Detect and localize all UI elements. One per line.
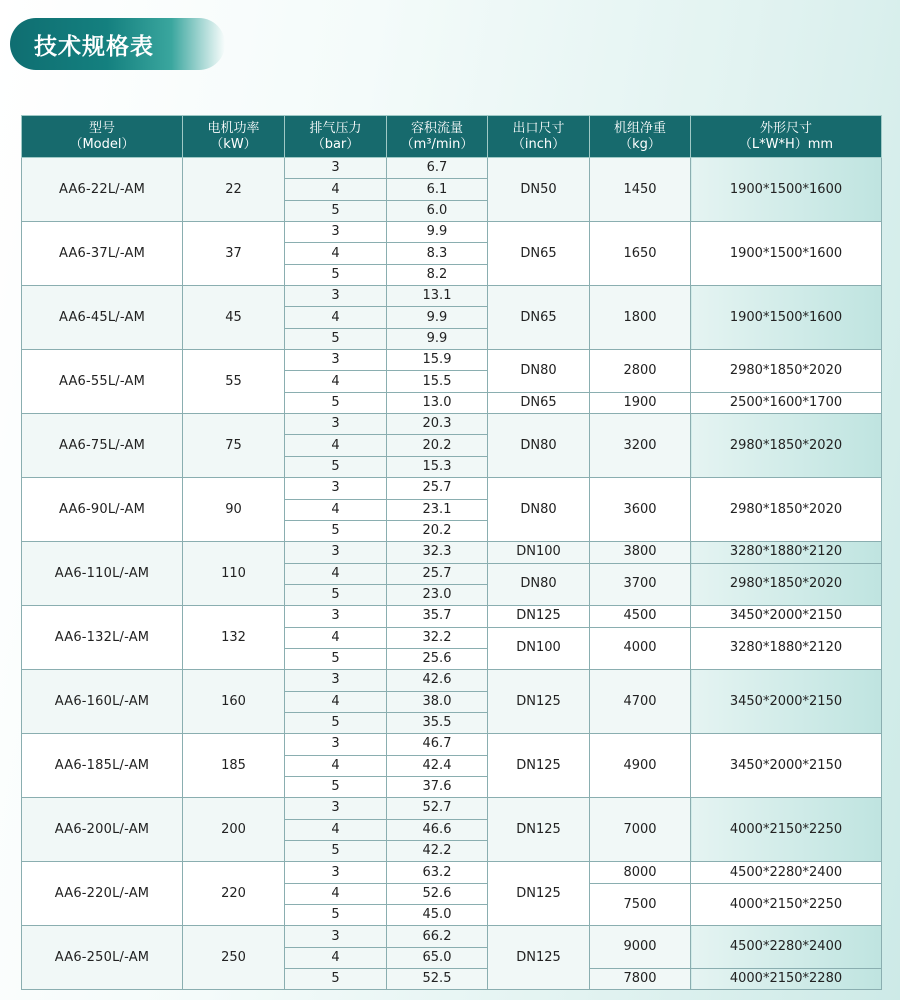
pressure-cell: 5 [285, 456, 387, 477]
weight-cell: 3800 [590, 542, 691, 563]
flow-cell: 63.2 [387, 862, 488, 883]
table-row [22, 542, 882, 563]
power-cell: 110 [183, 542, 285, 606]
header-weight: 机组净重 （kg） [590, 116, 691, 158]
outlet-cell: DN80 [488, 478, 590, 542]
pressure-cell: 4 [285, 563, 387, 584]
dimensions-cell: 3450*2000*2150 [691, 606, 882, 627]
flow-cell: 52.5 [387, 969, 488, 990]
table-row [22, 670, 882, 691]
pressure-cell: 3 [285, 478, 387, 499]
weight-cell: 1800 [590, 286, 691, 350]
dimensions-cell: 1900*1500*1600 [691, 222, 882, 286]
dimensions-cell: 2980*1850*2020 [691, 478, 882, 542]
pressure-cell: 5 [285, 200, 387, 221]
dimensions-cell: 2500*1600*1700 [691, 392, 882, 413]
power-cell: 160 [183, 670, 285, 734]
flow-cell: 15.3 [387, 456, 488, 477]
flow-cell: 65.0 [387, 947, 488, 968]
outlet-cell: DN125 [488, 926, 590, 990]
dimensions-cell: 3450*2000*2150 [691, 734, 882, 798]
weight-cell: 1900 [590, 392, 691, 413]
outlet-cell: DN80 [488, 350, 590, 393]
flow-cell: 9.9 [387, 307, 488, 328]
pressure-cell: 5 [285, 520, 387, 541]
table-row [22, 606, 882, 627]
pressure-cell: 5 [285, 392, 387, 413]
model-cell: AA6-160L/-AM [22, 670, 183, 734]
dimensions-cell: 4500*2280*2400 [691, 926, 882, 969]
dimensions-cell: 3280*1880*2120 [691, 542, 882, 563]
flow-cell: 13.1 [387, 286, 488, 307]
outlet-cell: DN125 [488, 734, 590, 798]
table-row [22, 734, 882, 755]
flow-cell: 32.3 [387, 542, 488, 563]
flow-cell: 6.0 [387, 200, 488, 221]
outlet-cell: DN125 [488, 670, 590, 734]
table-row [22, 414, 882, 435]
flow-cell: 8.2 [387, 264, 488, 285]
header-dimensions: 外形尺寸 （L*W*H）mm [691, 116, 882, 158]
weight-cell: 1650 [590, 222, 691, 286]
outlet-cell: DN100 [488, 627, 590, 670]
flow-cell: 20.2 [387, 435, 488, 456]
model-cell: AA6-110L/-AM [22, 542, 183, 606]
power-cell: 220 [183, 862, 285, 926]
model-cell: AA6-185L/-AM [22, 734, 183, 798]
flow-cell: 6.7 [387, 158, 488, 179]
flow-cell: 15.5 [387, 371, 488, 392]
power-cell: 250 [183, 926, 285, 990]
spec-table [21, 115, 882, 990]
weight-cell: 2800 [590, 350, 691, 393]
flow-cell: 20.2 [387, 520, 488, 541]
outlet-cell: DN65 [488, 392, 590, 413]
flow-cell: 46.7 [387, 734, 488, 755]
weight-cell: 4000 [590, 627, 691, 670]
dimensions-cell: 4000*2150*2250 [691, 798, 882, 862]
weight-cell: 3200 [590, 414, 691, 478]
weight-cell: 7500 [590, 883, 691, 926]
outlet-cell: DN65 [488, 222, 590, 286]
power-cell: 132 [183, 606, 285, 670]
flow-cell: 42.2 [387, 841, 488, 862]
flow-cell: 25.7 [387, 563, 488, 584]
dimensions-cell: 1900*1500*1600 [691, 286, 882, 350]
power-cell: 22 [183, 158, 285, 222]
outlet-cell: DN125 [488, 798, 590, 862]
pressure-cell: 3 [285, 670, 387, 691]
dimensions-cell: 2980*1850*2020 [691, 350, 882, 393]
pressure-cell: 4 [285, 179, 387, 200]
outlet-cell: DN50 [488, 158, 590, 222]
pressure-cell: 5 [285, 712, 387, 733]
flow-cell: 35.5 [387, 712, 488, 733]
dimensions-cell: 1900*1500*1600 [691, 158, 882, 222]
pressure-cell: 4 [285, 819, 387, 840]
pressure-cell: 5 [285, 264, 387, 285]
outlet-cell: DN100 [488, 542, 590, 563]
pressure-cell: 4 [285, 627, 387, 648]
flow-cell: 37.6 [387, 776, 488, 797]
pressure-cell: 3 [285, 606, 387, 627]
pressure-cell: 4 [285, 883, 387, 904]
flow-cell: 42.4 [387, 755, 488, 776]
model-cell: AA6-90L/-AM [22, 478, 183, 542]
power-cell: 37 [183, 222, 285, 286]
weight-cell: 7800 [590, 969, 691, 990]
pressure-cell: 4 [285, 243, 387, 264]
pressure-cell: 4 [285, 307, 387, 328]
table-row [22, 798, 882, 819]
flow-cell: 35.7 [387, 606, 488, 627]
weight-cell: 8000 [590, 862, 691, 883]
table-row [22, 158, 882, 179]
table-row [22, 478, 882, 499]
flow-cell: 9.9 [387, 328, 488, 349]
flow-cell: 20.3 [387, 414, 488, 435]
weight-cell: 3600 [590, 478, 691, 542]
weight-cell: 4500 [590, 606, 691, 627]
outlet-cell: DN80 [488, 414, 590, 478]
pressure-cell: 4 [285, 947, 387, 968]
page-title: 技术规格表 [34, 33, 154, 60]
spec-table-wrapper [21, 115, 881, 990]
pressure-cell: 5 [285, 841, 387, 862]
dimensions-cell: 2980*1850*2020 [691, 414, 882, 478]
table-header-row [22, 116, 882, 158]
flow-cell: 25.7 [387, 478, 488, 499]
pressure-cell: 3 [285, 350, 387, 371]
table-row [22, 350, 882, 371]
pressure-cell: 3 [285, 862, 387, 883]
pressure-cell: 3 [285, 414, 387, 435]
flow-cell: 32.2 [387, 627, 488, 648]
flow-cell: 15.9 [387, 350, 488, 371]
power-cell: 75 [183, 414, 285, 478]
flow-cell: 8.3 [387, 243, 488, 264]
table-row [22, 222, 882, 243]
header-power: 电机功率 （kW） [183, 116, 285, 158]
model-cell: AA6-200L/-AM [22, 798, 183, 862]
model-cell: AA6-75L/-AM [22, 414, 183, 478]
power-cell: 185 [183, 734, 285, 798]
weight-cell: 9000 [590, 926, 691, 969]
model-cell: AA6-250L/-AM [22, 926, 183, 990]
pressure-cell: 4 [285, 755, 387, 776]
dimensions-cell: 2980*1850*2020 [691, 563, 882, 606]
flow-cell: 42.6 [387, 670, 488, 691]
pressure-cell: 4 [285, 691, 387, 712]
weight-cell: 7000 [590, 798, 691, 862]
power-cell: 55 [183, 350, 285, 414]
pressure-cell: 3 [285, 734, 387, 755]
flow-cell: 45.0 [387, 905, 488, 926]
model-cell: AA6-22L/-AM [22, 158, 183, 222]
pressure-cell: 4 [285, 435, 387, 456]
model-cell: AA6-55L/-AM [22, 350, 183, 414]
model-cell: AA6-45L/-AM [22, 286, 183, 350]
flow-cell: 46.6 [387, 819, 488, 840]
pressure-cell: 5 [285, 969, 387, 990]
weight-cell: 4700 [590, 670, 691, 734]
title-banner [10, 18, 225, 70]
pressure-cell: 3 [285, 798, 387, 819]
pressure-cell: 3 [285, 542, 387, 563]
table-row [22, 862, 882, 883]
header-pressure: 排气压力 （bar） [285, 116, 387, 158]
flow-cell: 25.6 [387, 648, 488, 669]
power-cell: 90 [183, 478, 285, 542]
flow-cell: 66.2 [387, 926, 488, 947]
dimensions-cell: 3280*1880*2120 [691, 627, 882, 670]
outlet-cell: DN65 [488, 286, 590, 350]
table-row [22, 926, 882, 947]
model-cell: AA6-37L/-AM [22, 222, 183, 286]
model-cell: AA6-132L/-AM [22, 606, 183, 670]
pressure-cell: 5 [285, 905, 387, 926]
pressure-cell: 5 [285, 648, 387, 669]
pressure-cell: 4 [285, 499, 387, 520]
dimensions-cell: 4000*2150*2280 [691, 969, 882, 990]
flow-cell: 13.0 [387, 392, 488, 413]
header-outlet: 出口尺寸 （inch） [488, 116, 590, 158]
flow-cell: 9.9 [387, 222, 488, 243]
header-model: 型号 （Model） [22, 116, 183, 158]
outlet-cell: DN80 [488, 563, 590, 606]
flow-cell: 6.1 [387, 179, 488, 200]
dimensions-cell: 4500*2280*2400 [691, 862, 882, 883]
model-cell: AA6-220L/-AM [22, 862, 183, 926]
pressure-cell: 5 [285, 584, 387, 605]
flow-cell: 52.6 [387, 883, 488, 904]
flow-cell: 38.0 [387, 691, 488, 712]
flow-cell: 23.0 [387, 584, 488, 605]
pressure-cell: 3 [285, 286, 387, 307]
pressure-cell: 3 [285, 222, 387, 243]
flow-cell: 23.1 [387, 499, 488, 520]
power-cell: 45 [183, 286, 285, 350]
weight-cell: 3700 [590, 563, 691, 606]
outlet-cell: DN125 [488, 862, 590, 926]
table-body [22, 158, 882, 990]
dimensions-cell: 4000*2150*2250 [691, 883, 882, 926]
pressure-cell: 5 [285, 776, 387, 797]
power-cell: 200 [183, 798, 285, 862]
table-row [22, 286, 882, 307]
pressure-cell: 4 [285, 371, 387, 392]
pressure-cell: 3 [285, 158, 387, 179]
flow-cell: 52.7 [387, 798, 488, 819]
pressure-cell: 5 [285, 328, 387, 349]
pressure-cell: 3 [285, 926, 387, 947]
weight-cell: 1450 [590, 158, 691, 222]
dimensions-cell: 3450*2000*2150 [691, 670, 882, 734]
outlet-cell: DN125 [488, 606, 590, 627]
header-flow: 容积流量 （m³/min） [387, 116, 488, 158]
weight-cell: 4900 [590, 734, 691, 798]
